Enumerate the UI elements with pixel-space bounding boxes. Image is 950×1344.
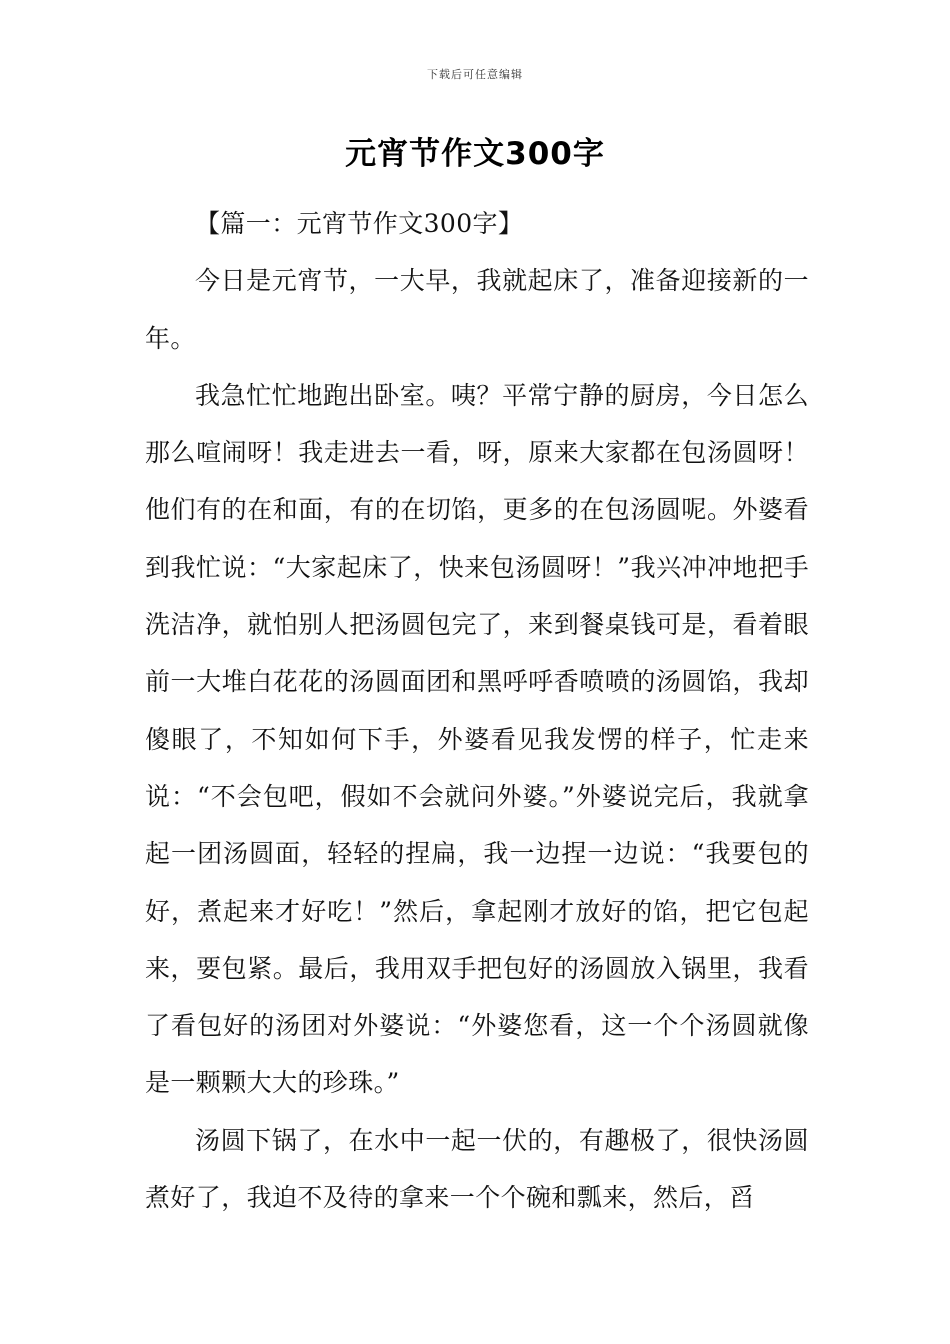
document-body [145, 195, 809, 1226]
paragraph-3: 汤圆下锅了，在水中一起一伏的，有趣极了，很快汤圆煮好了，我迫不及待的拿来一个个碗和瓢来，然后，舀 [145, 1125, 809, 1213]
paragraph-1: 今日是元宵节，一大早，我就起床了，准备迎接新的一年。 [145, 266, 809, 353]
document-title: 元宵节作文300字 [345, 136, 605, 172]
paragraph-2: 我急忙忙地跑出卧室。咦？平常宁静的厨房，今日怎么那么喧闹呀！我走进去一看，呀，原来大家都在包汤圆呀！他们有的在和面，有的在切馅，更多的在包汤圆呢。外婆看到我忙说：“大家起床了，快来包汤圆呀！”我兴冲冲地把手洗洁净，就怕别人把汤圆包完了，来到餐桌钱可是，看着眼前一大堆白花花的汤圆面团和黑呼呼香喷喷的汤圆馅，我却傻眼了，不知如何下手，外婆看见我发愣的样子，忙走来说：“不会包吧，假如不会就问外婆。”外婆说完后，我就拿起一团汤圆面，轻轻的捏扁，我一边捏一边说：“我要包的好，煮起来才好吃！”然后，拿起刚才放好的馅，把它包起来，要包紧。最后，我用双手把包好的汤圆放入锅里，我看了看包好的汤团对外婆说：“外婆您看，这一个个汤圆就像是一颗颗大大的珍珠。” [145, 380, 809, 1098]
header-note: 下载后可任意编辑 [427, 68, 523, 81]
section-heading: 【篇一：元宵节作文300字】 [195, 209, 524, 238]
